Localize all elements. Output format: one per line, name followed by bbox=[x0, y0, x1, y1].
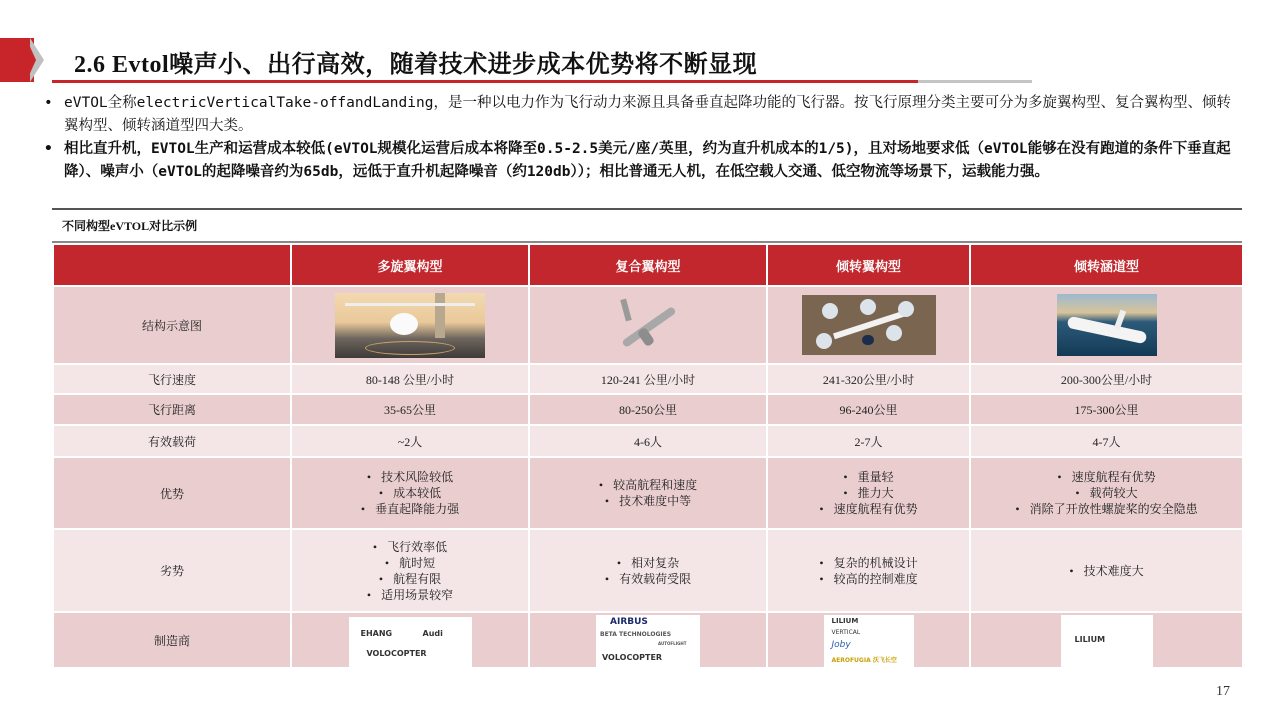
cell-advantages-tilt-rotor bbox=[767, 457, 970, 529]
cell-disadvantages-tilt-rotor bbox=[767, 529, 970, 612]
manufacturer-logos-tilt-rotor bbox=[824, 615, 914, 667]
header-empty bbox=[53, 244, 291, 286]
multirotor-evtol-image bbox=[291, 286, 529, 364]
cell-advantages-tilt-duct bbox=[970, 457, 1243, 529]
airbus-logo: AIRBUS bbox=[610, 617, 648, 627]
cell-range-tilt-duct: 175-300公里 bbox=[970, 394, 1243, 425]
table-row-advantages bbox=[53, 457, 1243, 529]
volocopter-logo: VOLOCOPTER bbox=[602, 653, 663, 662]
bullet-text: 相比直升机，EVTOL生产和运营成本较低(eVTOL规模化运营后成本将降至0.5-2.5美元/座/英里，约为直升机成本的1/5)，且对场地要求低（eVTOL能够在没有跑道的条件下垂直起降）、噪声小（eVTOL的起降噪音约为65db，远低于直升机起降噪音（约120db））；相比普通无人机，在低空载人交通、低空物流等场景下，运载能力强。 bbox=[64, 141, 1231, 180]
compound-wing-evtol-image bbox=[529, 286, 767, 364]
list-item: • 有效载荷受限 bbox=[605, 571, 691, 587]
cell-manufacturers-tilt-rotor bbox=[767, 612, 970, 668]
manufacturer-logos-compound-wing bbox=[596, 615, 700, 667]
row-label: 有效载荷 bbox=[53, 425, 291, 457]
table-row-payload bbox=[53, 425, 1243, 457]
table-row-manufacturers bbox=[53, 612, 1243, 668]
page-number: 17 bbox=[1216, 684, 1230, 699]
tilt-duct-evtol-image bbox=[970, 286, 1243, 364]
cell-manufacturers-compound-wing bbox=[529, 612, 767, 668]
table-top-rule bbox=[52, 208, 1242, 210]
list-item: • 较高航程和速度 bbox=[599, 477, 697, 493]
volocopter-logo: VOLOCOPTER bbox=[366, 649, 427, 658]
lilium-logo: LILIUM bbox=[1074, 635, 1106, 644]
list-item: • 飞行效率低 bbox=[367, 539, 453, 555]
beta-logo: BETA TECHNOLOGIES bbox=[600, 631, 672, 638]
cell-payload-multirotor: ~2人 bbox=[291, 425, 529, 457]
list-item: • 速度航程有优势 bbox=[1015, 469, 1197, 485]
list-item: • 速度航程有优势 bbox=[819, 501, 917, 517]
list-item: • 技术风险较低 bbox=[361, 469, 459, 485]
cell-payload-compound-wing: 4-6人 bbox=[529, 425, 767, 457]
row-label: 劣势 bbox=[53, 529, 291, 612]
table-row-range bbox=[53, 394, 1243, 425]
cell-disadvantages-compound-wing bbox=[529, 529, 767, 612]
row-label: 飞行距离 bbox=[53, 394, 291, 425]
cell-range-multirotor: 35-65公里 bbox=[291, 394, 529, 425]
intro-bullets bbox=[44, 92, 1244, 184]
cell-manufacturers-tilt-duct bbox=[970, 612, 1243, 668]
cell-speed-tilt-rotor: 241-320公里/小时 bbox=[767, 364, 970, 394]
list-item: • 技术难度大 bbox=[1069, 563, 1143, 579]
header-compound-wing: 复合翼构型 bbox=[529, 244, 767, 286]
list-item: • 消除了开放性螺旋桨的安全隐患 bbox=[1015, 501, 1197, 517]
table-row-diagram bbox=[53, 286, 1243, 364]
bullet-advantages bbox=[44, 138, 1244, 184]
cell-disadvantages-tilt-duct bbox=[970, 529, 1243, 612]
list-item: • 复杂的机械设计 bbox=[819, 555, 917, 571]
row-label: 制造商 bbox=[53, 612, 291, 668]
bullet-marker: • bbox=[44, 141, 53, 157]
autoflight-logo: AUTOFLIGHT bbox=[658, 641, 687, 646]
title-accent-tab bbox=[0, 38, 44, 82]
list-item: • 技术难度中等 bbox=[599, 493, 697, 509]
title-underline-gray bbox=[918, 80, 1032, 83]
cell-disadvantages-multirotor bbox=[291, 529, 529, 612]
tilt-rotor-evtol-image bbox=[767, 286, 970, 364]
ehang-logo: EHANG bbox=[360, 629, 393, 638]
header-tilt-duct: 倾转涵道型 bbox=[970, 244, 1243, 286]
list-item: • 推力大 bbox=[819, 485, 917, 501]
table-header-row bbox=[53, 244, 1243, 286]
cell-speed-multirotor: 80-148 公里/小时 bbox=[291, 364, 529, 394]
title-underline-red bbox=[52, 80, 918, 83]
bullet-text: eVTOL全称electricVerticalTake-offandLanding，是一种以电力作为飞行动力来源且具备垂直起降功能的飞行器。按飞行原理分类主要可分为多旋翼构型、复合翼构型、倾转翼构型、倾转涵道型四大类。 bbox=[64, 95, 1231, 134]
table-row-disadvantages bbox=[53, 529, 1243, 612]
row-label: 飞行速度 bbox=[53, 364, 291, 394]
bullet-marker: • bbox=[44, 95, 53, 111]
cell-advantages-compound-wing bbox=[529, 457, 767, 529]
cell-range-tilt-rotor: 96-240公里 bbox=[767, 394, 970, 425]
list-item: • 较高的控制难度 bbox=[819, 571, 917, 587]
list-item: • 垂直起降能力强 bbox=[361, 501, 459, 517]
list-item: • 载荷较大 bbox=[1015, 485, 1197, 501]
cell-speed-compound-wing: 120-241 公里/小时 bbox=[529, 364, 767, 394]
list-item: • 成本较低 bbox=[361, 485, 459, 501]
cell-range-compound-wing: 80-250公里 bbox=[529, 394, 767, 425]
list-item: • 航时短 bbox=[367, 555, 453, 571]
table-caption: 不同构型eVTOL对比示例 bbox=[62, 219, 198, 233]
cell-payload-tilt-duct: 4-7人 bbox=[970, 425, 1243, 457]
cell-speed-tilt-duct: 200-300公里/小时 bbox=[970, 364, 1243, 394]
cell-manufacturers-multirotor bbox=[291, 612, 529, 668]
cell-payload-tilt-rotor: 2-7人 bbox=[767, 425, 970, 457]
cell-advantages-multirotor bbox=[291, 457, 529, 529]
aerofugia-logo: AEROFUGIA 沃飞长空 bbox=[831, 657, 897, 664]
vertical-logo: VERTICAL bbox=[831, 629, 861, 636]
audi-logo: Audi bbox=[422, 629, 443, 638]
manufacturer-logos-multirotor bbox=[349, 617, 472, 667]
row-label: 结构示意图 bbox=[53, 286, 291, 364]
bullet-definition bbox=[44, 92, 1244, 138]
row-label: 优势 bbox=[53, 457, 291, 529]
header-tilt-rotor: 倾转翼构型 bbox=[767, 244, 970, 286]
lilium-logo: LILIUM bbox=[831, 617, 859, 625]
list-item: • 适用场景较窄 bbox=[367, 587, 453, 603]
page-title: 2.6 Evtol噪声小、出行高效，随着技术进步成本优势将不断显现 bbox=[74, 52, 758, 78]
table-row-speed bbox=[53, 364, 1243, 394]
list-item: • 航程有限 bbox=[367, 571, 453, 587]
header-multirotor: 多旋翼构型 bbox=[291, 244, 529, 286]
joby-logo: Joby bbox=[831, 640, 851, 650]
evtol-comparison-table bbox=[52, 243, 1244, 669]
list-item: • 相对复杂 bbox=[605, 555, 691, 571]
list-item: • 重量轻 bbox=[819, 469, 917, 485]
manufacturer-logos-tilt-duct bbox=[1061, 615, 1153, 667]
